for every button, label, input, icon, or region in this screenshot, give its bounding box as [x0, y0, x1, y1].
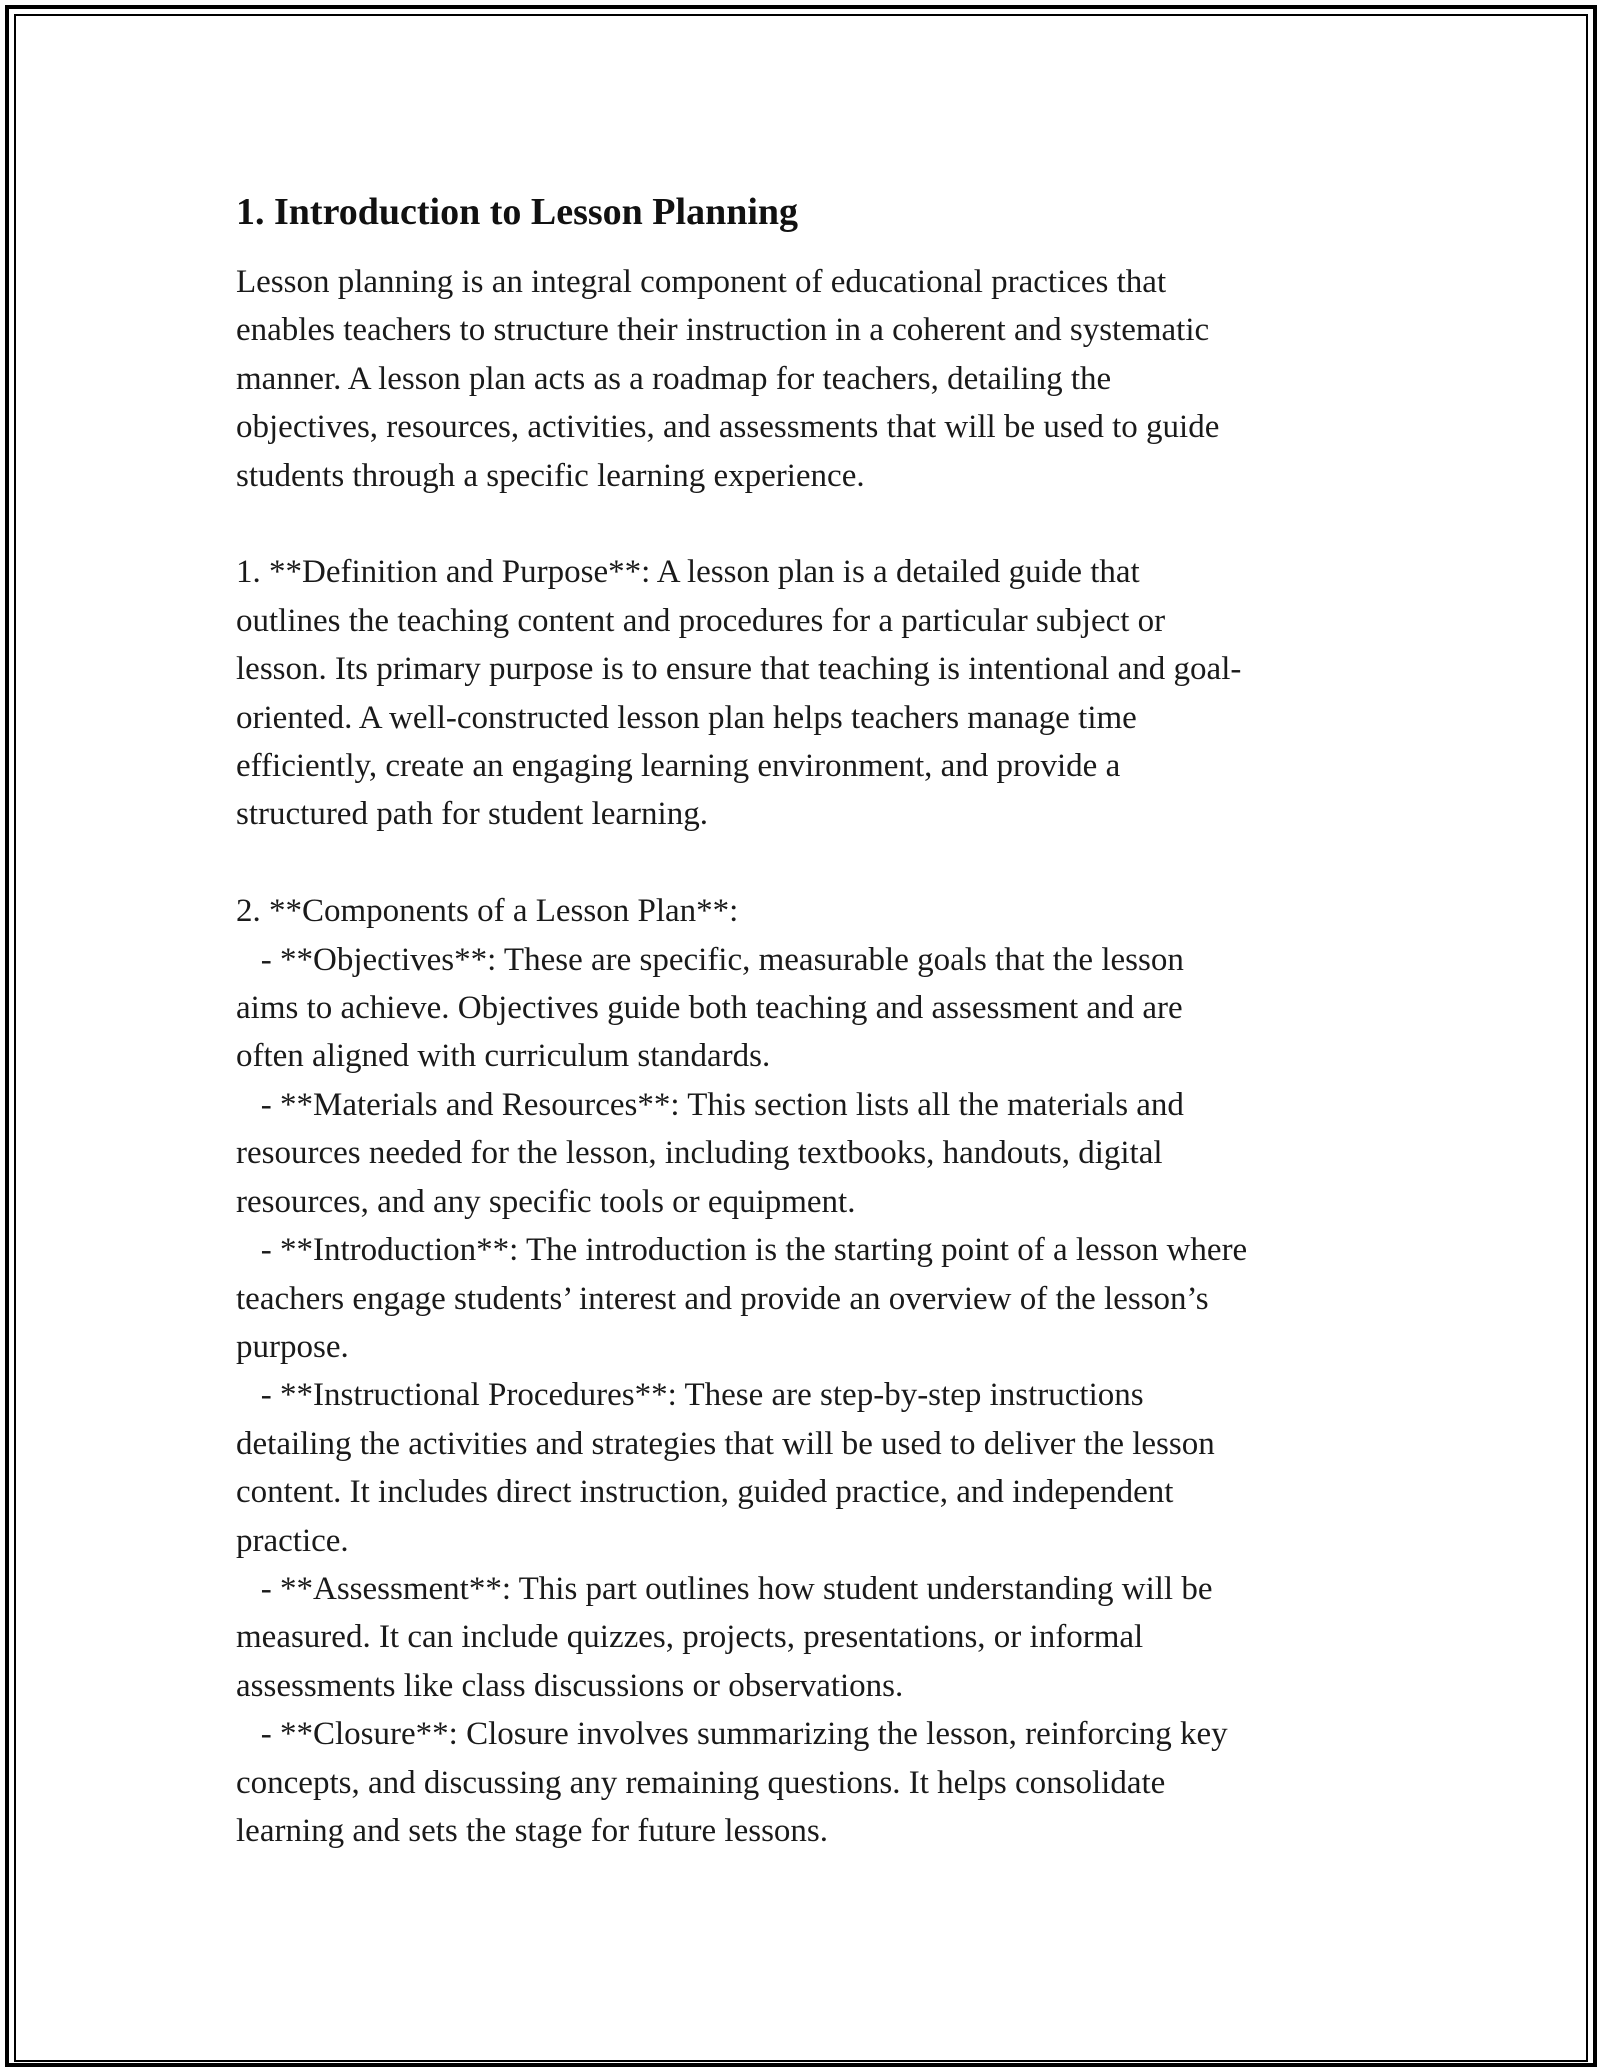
components-title: 2. **Components of a Lesson Plan**:	[236, 893, 739, 930]
component-closure: - **Closure**: Closure involves summarizing the lesson, reinforcing key concepts, and discussing any remaining questions. It helps consolidate learning and sets the stage for future lessons.	[236, 1716, 1228, 1849]
component-materials: - **Materials and Resources**: This section lists all the materials and resources needed for the lesson, including textbooks, handouts, digital resources, and any specific tools or equipment.	[236, 1086, 1184, 1220]
section-heading: 1. Introduction to Lesson Planning	[236, 191, 799, 233]
component-objectives: - **Objectives**: These are specific, measurable goals that the lesson aims to achieve. Objectives guide both teaching and assessment and are often aligned with curriculum standards.	[236, 941, 1184, 1075]
document-body	[236, 186, 1366, 1855]
component-assessment: - **Assessment**: This part outlines how student understanding will be measured. It can include quizzes, projects, presentations, or informal assessments like class discussions or observations.	[236, 1570, 1213, 1704]
definition-paragraph: 1. **Definition and Purpose**: A lesson plan is a detailed guide that outlines the teaching content and procedures for a particular subject or lesson. Its primary purpose is to ensure that teaching is intentional and goal- oriented. A well-constructed lesson plan helps teachers manage time efficiently, create an engaging learning environment, and provide a structured path for student learning.	[236, 554, 1242, 833]
intro-paragraph: Lesson planning is an integral component of educational practices that enables teachers to structure their instruction in a coherent and systematic manner. A lesson plan acts as a roadmap for teachers, detailing the objectives, resources, activities, and assessments that will be used to guide students through a specific learning experience.	[236, 264, 1220, 494]
component-introduction: - **Introduction**: The introduction is the starting point of a lesson where teachers engage students’ interest and provide an overview of the lesson’s purpose.	[236, 1232, 1248, 1365]
paragraph-spacer	[236, 500, 1366, 548]
component-procedures: - **Instructional Procedures**: These are step-by-step instructions detailing the activities and strategies that will be used to deliver the lesson content. It includes direct instruction, guided practice, and independent practice.	[236, 1377, 1215, 1559]
paragraph-spacer	[236, 839, 1366, 887]
